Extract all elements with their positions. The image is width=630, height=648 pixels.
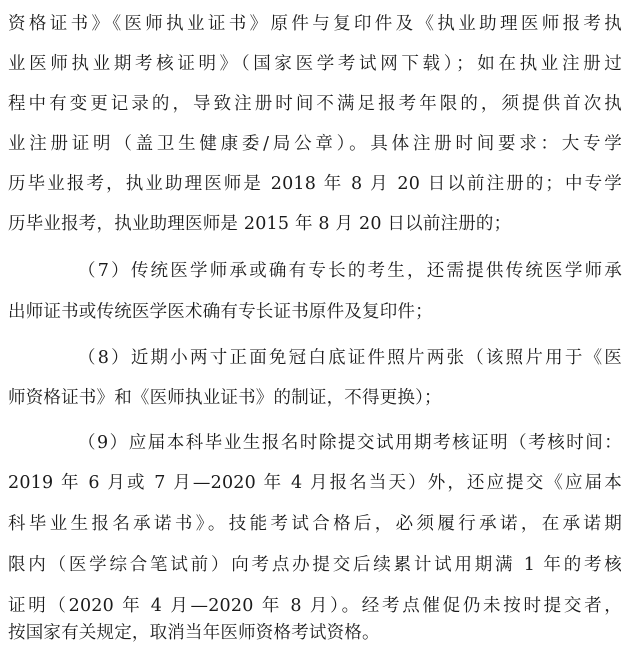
text-line: 资格证书》《医师执业证书》原件与复印件及《执业助理医师报考执 — [8, 14, 622, 34]
text-line: 按国家有关规定，取消当年医师资格考试资格。 — [8, 623, 380, 643]
text-line: 业注册证明（盖卫生健康委/局公章）。具体注册时间要求：大专学 — [8, 134, 622, 154]
text-line: 历毕业报考，执业助理医师是 2015 年 8 月 20 日以前注册的； — [8, 214, 512, 234]
paragraph-7-first-line: （7）传统医学师承或确有专长的考生，还需提供传统医学师承 — [78, 261, 622, 281]
text-line: 2019 年 6 月或 7 月—2020 年 4 月报名当天）外，还应提交《应届本 — [8, 473, 622, 493]
text-line: 历毕业报考，执业助理医师是 2018 年 8 月 20 日以前注册的；中专学 — [8, 174, 622, 194]
text-line: 科毕业生报名承诺书》。技能考试合格后，必须履行承诺，在承诺期 — [8, 514, 622, 534]
text-line: 业医师执业期考核证明》（国家医学考试网下载）；如在执业注册过 — [8, 54, 622, 74]
paragraph-9-first-line: （9）应届本科毕业生报名时除提交试用期考核证明（考核时间： — [78, 433, 622, 453]
text-line: 限内（医学综合笔试前）向考点办提交后续累计试用期满 1 年的考核 — [8, 555, 622, 575]
text-line: 出师证书或传统医学医术确有专长证书原件及复印件； — [8, 302, 433, 322]
text-line: 证明（2020 年 4 月—2020 年 8 月）。经考点催促仍未按时提交者， — [8, 596, 622, 616]
paragraph-8-first-line: （8）近期小两寸正面免冠白底证件照片两张（该照片用于《医 — [78, 348, 622, 368]
text-line: 程中有变更记录的，导致注册时间不满足报考年限的，须提供首次执 — [8, 94, 622, 114]
text-line: 师资格证书》和《医师执业证书》的制证，不得更换）； — [8, 388, 442, 408]
